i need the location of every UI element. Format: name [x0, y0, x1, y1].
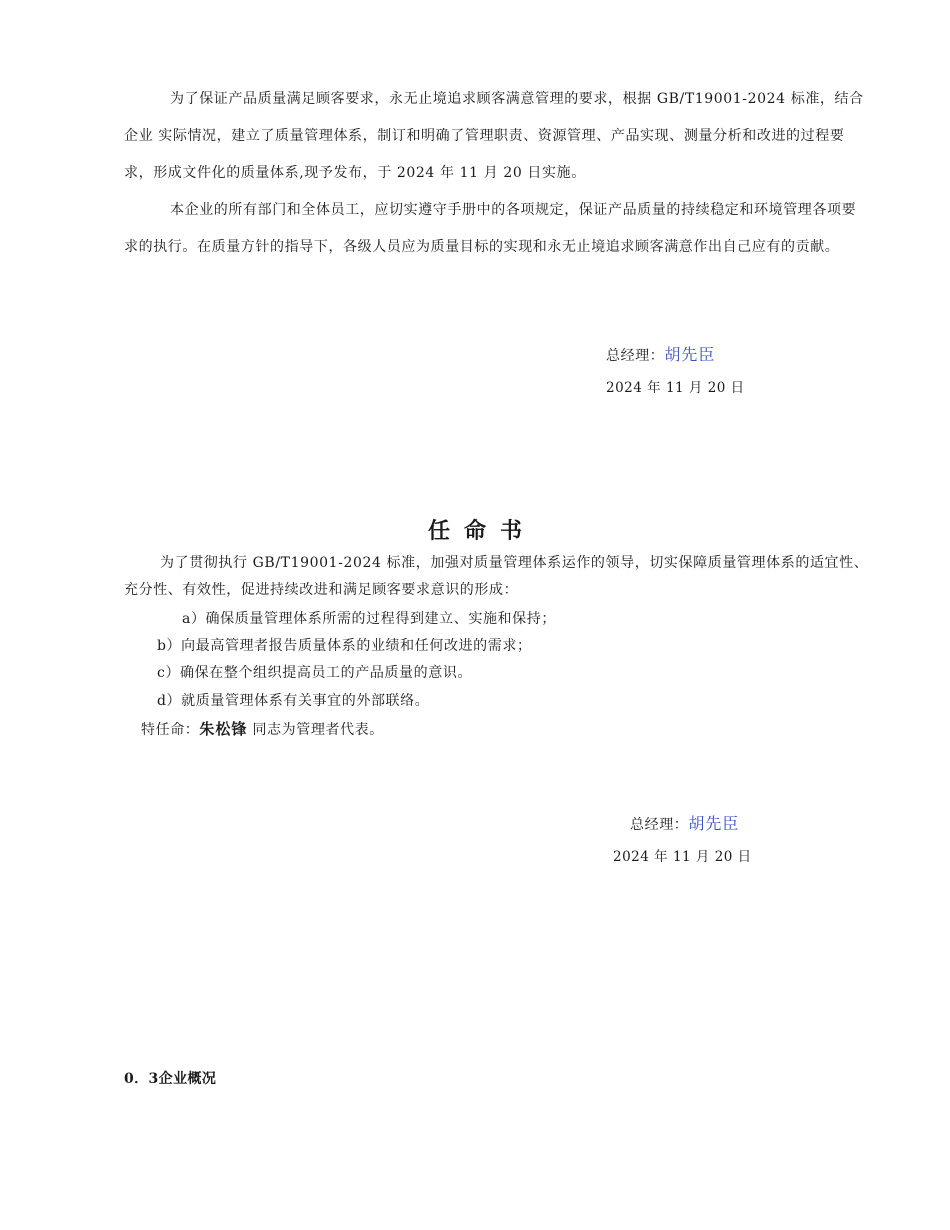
appointment-body: 为了贯彻执行 GB/T19001-2024 标准，加强对质量管理体系运作的领导，切实保障质量管理体系的适宜性、充分性、有效性，促进持续改进和满足顾客要求意识的形成：	[124, 555, 869, 598]
signature-2	[630, 811, 739, 834]
signature-2-name: 胡先臣	[688, 814, 740, 833]
list-item-c: c）确保在整个组织提高员工的产品质量的意识。	[157, 665, 473, 681]
signature-2-label: 总经理：	[630, 817, 689, 833]
appointment-title: 任命书	[427, 518, 536, 544]
list-item-a: a）确保质量管理体系所需的过程得到建立、实施和保持；	[182, 611, 556, 627]
signature-1	[606, 342, 715, 365]
signature-1-date: 2024 年 11 月 20 日	[606, 380, 745, 396]
appointment-statement	[141, 716, 384, 744]
appointee-name: 朱松锋	[199, 720, 248, 738]
intro-paragraph-1: 为了保证产品质量满足顾客要求，永无止境追求顾客满意管理的要求，根据 GB/T19001-2024 标准，结合企业 实际情况，建立了质量管理体系，制订和明确了管理职责、资源管理、产品实现、测量分析和改进的过程要求，形成文件化的质量体系,现予发布，于 2024 年 11 月 20 日实施。	[124, 91, 864, 181]
signature-1-label: 总经理：	[606, 348, 665, 364]
list-item-d: d）就质量管理体系有关事宜的外部联络。	[157, 693, 430, 709]
appointment-suffix: 同志为管理者代表。	[247, 722, 384, 738]
intro-paragraph-2: 本企业的所有部门和全体员工，应切实遵守手册中的各项规定，保证产品质量的持续稳定和环境管理各项要求的执行。在质量方针的指导下，各级人员应为质量目标的实现和永无止境追求顾客满意作出自己应有的贡献。	[124, 202, 857, 255]
signature-1-name: 胡先臣	[664, 345, 716, 364]
signature-2-date: 2024 年 11 月 20 日	[613, 849, 752, 865]
appointment-prefix: 特任命：	[141, 722, 200, 738]
section-heading: 0．3企业概况	[124, 1071, 217, 1087]
list-item-b: b）向最高管理者报告质量体系的业绩和任何改进的需求；	[157, 638, 532, 654]
